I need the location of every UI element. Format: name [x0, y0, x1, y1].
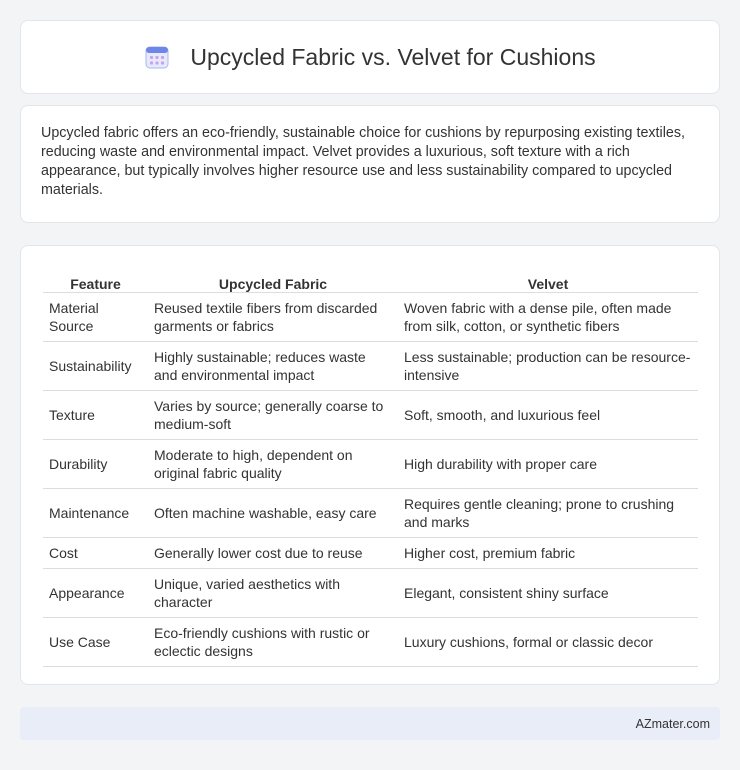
velvet-cell: Soft, smooth, and luxurious feel: [398, 390, 698, 439]
velvet-cell: Higher cost, premium fabric: [398, 537, 698, 568]
header: [144, 44, 595, 71]
feature-cell: Material Source: [43, 292, 148, 341]
upcycled-cell: Eco-friendly cushions with rustic or eclectic designs: [148, 617, 398, 666]
comparison-card: [20, 245, 720, 685]
table-row: [43, 568, 698, 617]
feature-cell: Sustainability: [43, 341, 148, 390]
upcycled-cell: Generally lower cost due to reuse: [148, 537, 398, 568]
column-header-velvet: Velvet: [398, 266, 698, 292]
table-row: [43, 537, 698, 568]
calendar-icon: [144, 44, 170, 70]
velvet-cell: Less sustainable; production can be resource-intensive: [398, 341, 698, 390]
table-row: [43, 439, 698, 488]
feature-cell: Appearance: [43, 568, 148, 617]
upcycled-cell: Highly sustainable; reduces waste and environmental impact: [148, 341, 398, 390]
velvet-cell: Elegant, consistent shiny surface: [398, 568, 698, 617]
velvet-cell: High durability with proper care: [398, 439, 698, 488]
feature-cell: Cost: [43, 537, 148, 568]
upcycled-cell: Moderate to high, dependent on original fabric quality: [148, 439, 398, 488]
table-header-row: [43, 266, 698, 292]
table-row: [43, 292, 698, 341]
intro-paragraph: Upcycled fabric offers an eco-friendly, sustainable choice for cushions by repurposing existing textiles, reducing waste and environmental impact. Velvet provides a luxurious, soft texture with a rich appearance, but typically involves higher resource use and less sustainability compared to upcycled materials.: [41, 125, 685, 198]
table-row: [43, 617, 698, 666]
page-title: Upcycled Fabric vs. Velvet for Cushions: [190, 43, 596, 70]
comparison-table: [43, 266, 698, 667]
feature-cell: Durability: [43, 439, 148, 488]
upcycled-cell: Unique, varied aesthetics with character: [148, 568, 398, 617]
feature-cell: Texture: [43, 390, 148, 439]
column-header-feature: Feature: [43, 266, 148, 292]
intro-card: [20, 105, 720, 223]
velvet-cell: Woven fabric with a dense pile, often made from silk, cotton, or synthetic fibers: [398, 292, 698, 341]
upcycled-cell: Varies by source; generally coarse to medium-soft: [148, 390, 398, 439]
upcycled-cell: Often machine washable, easy care: [148, 488, 398, 537]
feature-cell: Maintenance: [43, 488, 148, 537]
upcycled-cell: Reused textile fibers from discarded garments or fabrics: [148, 292, 398, 341]
velvet-cell: Luxury cushions, formal or classic decor: [398, 617, 698, 666]
footer: [20, 707, 720, 740]
column-header-upcycled: Upcycled Fabric: [148, 266, 398, 292]
feature-cell: Use Case: [43, 617, 148, 666]
table-row: [43, 488, 698, 537]
header-card: [20, 20, 720, 94]
footer-brand: AZmater.com: [635, 716, 710, 731]
table-row: [43, 341, 698, 390]
velvet-cell: Requires gentle cleaning; prone to crushing and marks: [398, 488, 698, 537]
table-row: [43, 390, 698, 439]
